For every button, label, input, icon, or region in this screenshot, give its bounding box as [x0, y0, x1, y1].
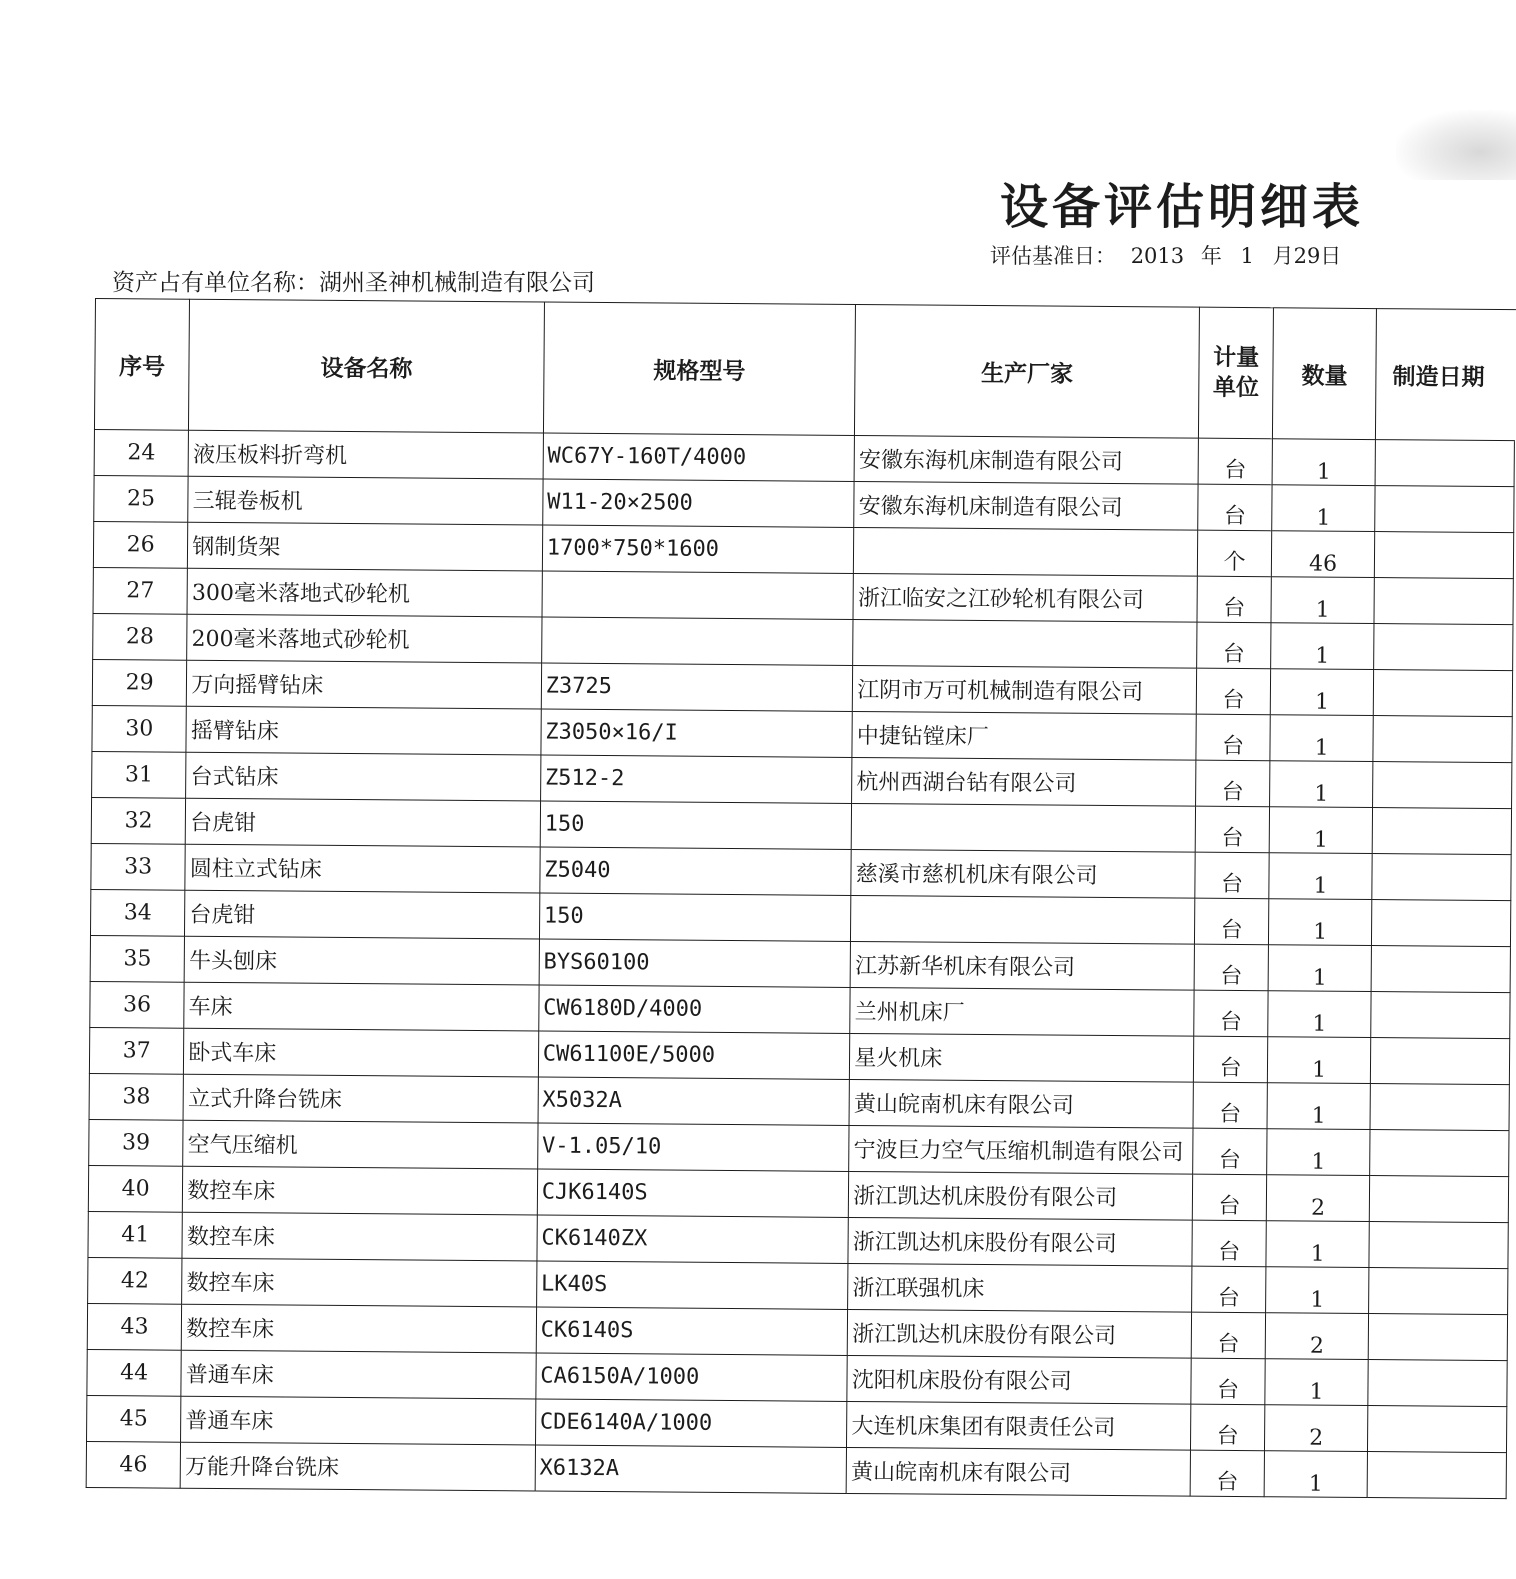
row-no: 41: [88, 1211, 183, 1258]
row-name: 300毫米落地式砂轮机: [187, 568, 542, 617]
row-unit: 台: [1192, 1220, 1267, 1267]
base-date: [990, 240, 1341, 270]
row-unit: 台: [1193, 1128, 1268, 1175]
row-unit: 台: [1192, 1174, 1267, 1221]
row-date: [1372, 900, 1511, 947]
row-unit: 台: [1194, 898, 1269, 945]
row-manufacturer: [854, 527, 1198, 576]
row-date: [1369, 1268, 1508, 1315]
base-date-day: 月29日: [1272, 244, 1342, 268]
row-qty: 1: [1268, 991, 1371, 1038]
row-spec: WC67Y-160T/4000: [543, 433, 855, 481]
row-unit: 台: [1193, 1082, 1268, 1129]
row-no: 45: [87, 1395, 182, 1442]
row-name: 空气压缩机: [183, 1120, 538, 1169]
header-unit: [1198, 307, 1273, 439]
row-unit: 台: [1191, 1358, 1266, 1405]
row-name: 万向摇臂钻床: [187, 660, 542, 709]
row-date: [1368, 1360, 1507, 1407]
row-no: 44: [87, 1349, 182, 1396]
row-spec: Z3725: [541, 663, 853, 711]
base-date-month: 1: [1240, 244, 1254, 268]
row-qty: 1: [1269, 899, 1372, 946]
row-spec: CK6140S: [536, 1307, 848, 1355]
row-name: 万能升降台铣床: [180, 1442, 535, 1491]
row-manufacturer: 黄山皖南机床有限公司: [846, 1447, 1190, 1496]
row-no: 27: [93, 567, 188, 614]
row-name: 200毫米落地式砂轮机: [187, 614, 542, 663]
row-spec: CA6150A/1000: [536, 1353, 848, 1401]
row-no: 35: [90, 935, 185, 982]
base-date-year: 2013: [1130, 244, 1185, 268]
row-spec: V-1.05/10: [537, 1123, 849, 1171]
row-date: [1370, 1130, 1509, 1177]
owner-line: [112, 264, 595, 297]
row-spec: CW6180D/4000: [539, 985, 851, 1033]
row-manufacturer: 江阴市万可机械制造有限公司: [853, 665, 1197, 714]
row-no: 33: [91, 843, 186, 890]
row-unit: 台: [1190, 1450, 1265, 1497]
row-qty: 1: [1265, 1359, 1368, 1406]
row-unit: 台: [1195, 852, 1270, 899]
row-no: 38: [89, 1073, 184, 1120]
row-date: [1373, 716, 1512, 763]
header-unit-line1: 计量: [1213, 344, 1260, 372]
row-qty: 2: [1265, 1313, 1368, 1360]
row-no: 46: [86, 1441, 181, 1488]
row-manufacturer: 浙江凯达机床股份有限公司: [849, 1171, 1193, 1220]
row-manufacturer: 浙江凯达机床股份有限公司: [847, 1309, 1191, 1358]
row-manufacturer: 兰州机床厂: [850, 987, 1194, 1036]
row-qty: 1: [1267, 1083, 1370, 1130]
header-manufacturer: 生产厂家: [855, 304, 1200, 438]
row-spec: X5032A: [538, 1077, 850, 1125]
row-unit: 台: [1192, 1266, 1267, 1313]
row-no: 26: [93, 521, 188, 568]
row-no: 30: [92, 705, 187, 752]
row-no: 28: [93, 613, 188, 660]
row-qty: 1: [1268, 1037, 1371, 1084]
row-unit: 台: [1197, 622, 1272, 669]
row-spec: [541, 617, 853, 665]
row-manufacturer: 星火机床: [850, 1033, 1194, 1082]
row-spec: X6132A: [535, 1445, 847, 1493]
row-unit: 台: [1198, 438, 1273, 485]
row-name: 牛头刨床: [184, 936, 539, 985]
row-qty: 1: [1266, 1267, 1369, 1314]
header-name: 设备名称: [189, 299, 544, 433]
row-qty: 2: [1265, 1405, 1368, 1452]
header-unit-line2: 单位: [1212, 374, 1260, 402]
row-spec: Z3050×16/I: [541, 709, 853, 757]
row-name: 圆柱立式钻床: [185, 844, 540, 893]
row-name: 摇臂钻床: [186, 706, 541, 755]
row-qty: 1: [1272, 485, 1375, 532]
row-unit: 台: [1194, 990, 1269, 1037]
row-unit: 台: [1198, 484, 1273, 531]
header-spec: 规格型号: [543, 302, 856, 435]
row-date: [1373, 670, 1512, 717]
row-spec: W11-20×2500: [542, 479, 854, 527]
equipment-table: [86, 298, 1516, 1499]
row-date: [1370, 1038, 1509, 1085]
row-unit: 台: [1191, 1312, 1266, 1359]
row-manufacturer: 黄山皖南机床有限公司: [849, 1079, 1193, 1128]
owner-name: 湖州圣神机械制造有限公司: [319, 270, 595, 296]
row-unit: 台: [1196, 714, 1271, 761]
row-qty: 1: [1269, 807, 1372, 854]
row-spec: Z5040: [540, 847, 852, 895]
row-spec: CJK6140S: [537, 1169, 849, 1217]
row-date: [1369, 1176, 1508, 1223]
row-name: 普通车床: [181, 1350, 536, 1399]
row-unit: 台: [1195, 806, 1270, 853]
table-row: [86, 1441, 1506, 1498]
row-name: 立式升降台铣床: [183, 1074, 538, 1123]
row-manufacturer: [851, 803, 1195, 852]
row-name: 台虎钳: [185, 798, 540, 847]
row-spec: CW61100E/5000: [538, 1031, 850, 1079]
row-spec: CDE6140A/1000: [535, 1399, 847, 1447]
row-qty: 1: [1269, 853, 1372, 900]
row-manufacturer: 宁波巨力空气压缩机制造有限公司: [849, 1125, 1193, 1174]
row-qty: 1: [1271, 623, 1374, 670]
row-date: [1373, 762, 1512, 809]
row-manufacturer: 中捷钻镗床厂: [852, 711, 1196, 760]
row-date: [1374, 578, 1513, 625]
row-name: 卧式车床: [184, 1028, 539, 1077]
row-no: 36: [90, 981, 185, 1028]
row-no: 24: [94, 429, 189, 476]
row-date: [1367, 1452, 1506, 1499]
row-no: 34: [90, 889, 185, 936]
row-unit: 台: [1196, 668, 1271, 715]
row-no: 42: [88, 1257, 183, 1304]
row-unit: 台: [1194, 944, 1269, 991]
row-date: [1371, 992, 1510, 1039]
header-date: 制造日期: [1376, 309, 1516, 441]
row-no: 32: [91, 797, 186, 844]
row-date: [1371, 946, 1510, 993]
row-name: 数控车床: [182, 1212, 537, 1261]
row-manufacturer: 沈阳机床股份有限公司: [847, 1355, 1191, 1404]
row-name: 液压板料折弯机: [188, 430, 543, 479]
row-manufacturer: 杭州西湖台钻有限公司: [852, 757, 1196, 806]
row-no: 29: [92, 659, 187, 706]
row-qty: 1: [1268, 945, 1371, 992]
row-manufacturer: 安徽东海机床制造有限公司: [854, 481, 1198, 530]
row-spec: Z512-2: [540, 755, 852, 803]
row-spec: 150: [540, 801, 852, 849]
row-unit: 台: [1197, 576, 1272, 623]
row-manufacturer: 安徽东海机床制造有限公司: [854, 435, 1198, 484]
row-date: [1372, 854, 1511, 901]
row-unit: 个: [1197, 530, 1272, 577]
row-date: [1372, 808, 1511, 855]
owner-label: 资产占有单位名称：: [112, 270, 319, 296]
row-date: [1369, 1222, 1508, 1269]
row-date: [1375, 486, 1514, 533]
row-spec: 150: [539, 893, 851, 941]
row-manufacturer: 江苏新华机床有限公司: [850, 941, 1194, 990]
row-name: 台式钻床: [186, 752, 541, 801]
row-qty: 1: [1270, 715, 1373, 762]
row-qty: 2: [1266, 1175, 1369, 1222]
row-manufacturer: 慈溪市慈机机床有限公司: [851, 849, 1195, 898]
row-no: 39: [89, 1119, 184, 1166]
row-manufacturer: [853, 619, 1197, 668]
row-no: 25: [94, 475, 189, 522]
row-name: 普通车床: [181, 1396, 536, 1445]
row-no: 43: [87, 1303, 182, 1350]
base-date-label: 评估基准日：: [990, 244, 1116, 268]
row-qty: 1: [1270, 761, 1373, 808]
table-header-row: [94, 299, 1515, 441]
row-name: 车床: [184, 982, 539, 1031]
row-qty: 1: [1267, 1129, 1370, 1176]
row-name: 数控车床: [183, 1166, 538, 1215]
row-unit: 台: [1191, 1404, 1266, 1451]
header-qty: 数量: [1273, 308, 1377, 440]
row-date: [1370, 1084, 1509, 1131]
row-spec: LK40S: [536, 1261, 848, 1309]
header-no: 序号: [94, 299, 189, 431]
base-date-year-unit: 年: [1200, 244, 1222, 268]
row-qty: 1: [1271, 577, 1374, 624]
row-no: 37: [89, 1027, 184, 1074]
row-date: [1374, 532, 1513, 579]
row-no: 40: [88, 1165, 183, 1212]
row-manufacturer: 浙江凯达机床股份有限公司: [848, 1217, 1192, 1266]
row-manufacturer: 大连机床集团有限责任公司: [847, 1401, 1191, 1450]
row-qty: 1: [1264, 1451, 1367, 1498]
row-qty: 1: [1270, 669, 1373, 716]
scan-shadow: [1396, 110, 1516, 180]
row-date: [1374, 624, 1513, 671]
row-qty: 1: [1266, 1221, 1369, 1268]
row-qty: 1: [1272, 439, 1375, 486]
row-spec: [542, 571, 854, 619]
row-spec: 1700*750*1600: [542, 525, 854, 573]
row-manufacturer: 浙江联强机床: [848, 1263, 1192, 1312]
row-name: 数控车床: [182, 1304, 537, 1353]
page-title: 设备评估明细表: [1000, 179, 1365, 235]
row-date: [1368, 1406, 1507, 1453]
row-no: 31: [92, 751, 187, 798]
row-manufacturer: [851, 895, 1195, 944]
row-name: 三辊卷板机: [188, 476, 543, 525]
row-name: 台虎钳: [185, 890, 540, 939]
row-qty: 46: [1272, 531, 1375, 578]
row-spec: BYS60100: [539, 939, 851, 987]
row-unit: 台: [1193, 1036, 1268, 1083]
row-name: 钢制货架: [188, 522, 543, 571]
row-manufacturer: 浙江临安之江砂轮机有限公司: [853, 573, 1197, 622]
row-date: [1375, 440, 1514, 487]
row-spec: CK6140ZX: [537, 1215, 849, 1263]
row-name: 数控车床: [182, 1258, 537, 1307]
row-unit: 台: [1196, 760, 1271, 807]
row-date: [1368, 1314, 1507, 1361]
